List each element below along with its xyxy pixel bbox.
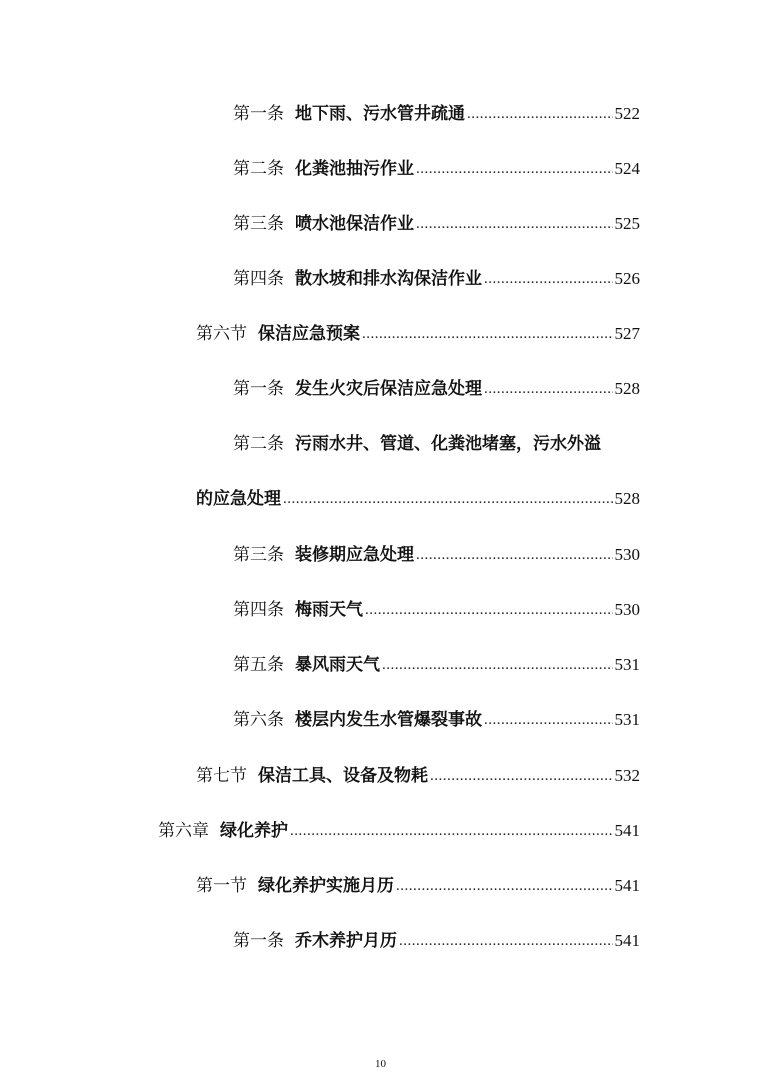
dot-leader — [290, 820, 613, 842]
toc-prefix: 第六节 — [196, 324, 247, 343]
toc-entry[interactable] — [196, 867, 640, 897]
toc-entry[interactable] — [233, 260, 640, 290]
toc-prefix: 第二条 — [233, 159, 284, 178]
toc-title: 乔木养护月历 — [295, 931, 397, 951]
toc-prefix: 第四条 — [233, 269, 284, 288]
toc-page-number: 528 — [614, 489, 640, 508]
toc-entry[interactable] — [233, 150, 640, 180]
toc-page-number: 530 — [614, 545, 640, 564]
toc-title: 化粪池抽污作业 — [295, 159, 414, 179]
toc-entry-continuation[interactable] — [196, 480, 640, 510]
dot-leader — [396, 875, 613, 897]
toc-entry-wrapped[interactable] — [233, 425, 601, 455]
toc-title: 喷水池保洁作业 — [295, 214, 414, 234]
dot-leader — [382, 654, 613, 676]
toc-title: 装修期应急处理 — [295, 545, 414, 565]
toc-entry[interactable] — [233, 646, 640, 676]
toc-page-number: 527 — [614, 324, 640, 343]
toc-entry[interactable] — [196, 315, 640, 345]
toc-prefix: 第四条 — [233, 600, 284, 619]
dot-leader — [484, 709, 613, 731]
dot-leader — [416, 544, 613, 566]
toc-title: 散水坡和排水沟保洁作业 — [295, 269, 482, 289]
toc-prefix: 第二条 — [233, 434, 284, 453]
toc-title: 发生火灾后保洁应急处理 — [295, 379, 482, 399]
toc-prefix: 第七节 — [196, 766, 247, 785]
toc-prefix: 第一节 — [196, 876, 247, 895]
toc-page-number: 522 — [614, 104, 640, 123]
toc-entry[interactable] — [158, 812, 640, 842]
toc-page-number: 541 — [614, 931, 640, 950]
toc-title: 暴风雨天气 — [295, 655, 380, 675]
toc-prefix: 第三条 — [233, 214, 284, 233]
toc-page-number: 528 — [614, 379, 640, 398]
dot-leader — [430, 765, 613, 787]
toc-entry[interactable] — [233, 922, 640, 952]
dot-leader — [416, 213, 613, 235]
toc-entry[interactable] — [233, 591, 640, 621]
toc-page-number: 531 — [614, 710, 640, 729]
toc-entry[interactable] — [233, 205, 640, 235]
toc-title: 楼层内发生水管爆裂事故 — [295, 710, 482, 730]
toc-page-number: 532 — [614, 766, 640, 785]
toc-prefix: 第五条 — [233, 655, 284, 674]
toc-entry[interactable] — [233, 701, 640, 731]
toc-entry[interactable] — [196, 757, 640, 787]
toc-prefix: 第六条 — [233, 710, 284, 729]
toc-page-number: 524 — [614, 159, 640, 178]
toc-prefix: 第三条 — [233, 545, 284, 564]
toc-title: 梅雨天气 — [295, 600, 363, 620]
toc-page-number: 526 — [614, 269, 640, 288]
toc-title: 绿化养护实施月历 — [258, 876, 394, 896]
dot-leader — [484, 378, 613, 400]
dot-leader — [362, 323, 613, 345]
toc-prefix: 第一条 — [233, 931, 284, 950]
toc-prefix: 第一条 — [233, 379, 284, 398]
toc-title: 绿化养护 — [220, 821, 288, 841]
dot-leader — [416, 158, 613, 180]
toc-entry[interactable] — [233, 95, 640, 125]
toc-title: 污雨水井、管道、化粪池堵塞，污水外溢 — [295, 434, 601, 454]
dot-leader — [467, 103, 613, 125]
dot-leader — [399, 930, 613, 952]
toc-title: 保洁应急预案 — [258, 324, 360, 344]
toc-entry[interactable] — [233, 536, 640, 566]
toc-title-continuation: 的应急处理 — [196, 489, 281, 509]
toc-prefix: 第六章 — [158, 821, 209, 840]
dot-leader — [365, 599, 613, 621]
toc-title: 保洁工具、设备及物耗 — [258, 766, 428, 786]
toc-title: 地下雨、污水管井疏通 — [295, 104, 465, 124]
toc-prefix: 第一条 — [233, 104, 284, 123]
toc-page-number: 525 — [614, 214, 640, 233]
toc-page-number: 541 — [614, 876, 640, 895]
toc-page-number: 530 — [614, 600, 640, 619]
dot-leader — [484, 268, 613, 290]
toc-entry[interactable] — [233, 370, 640, 400]
footer-page-number: 10 — [375, 1058, 386, 1070]
toc-page-number: 531 — [614, 655, 640, 674]
toc-page-number: 541 — [614, 821, 640, 840]
dot-leader — [283, 488, 613, 510]
